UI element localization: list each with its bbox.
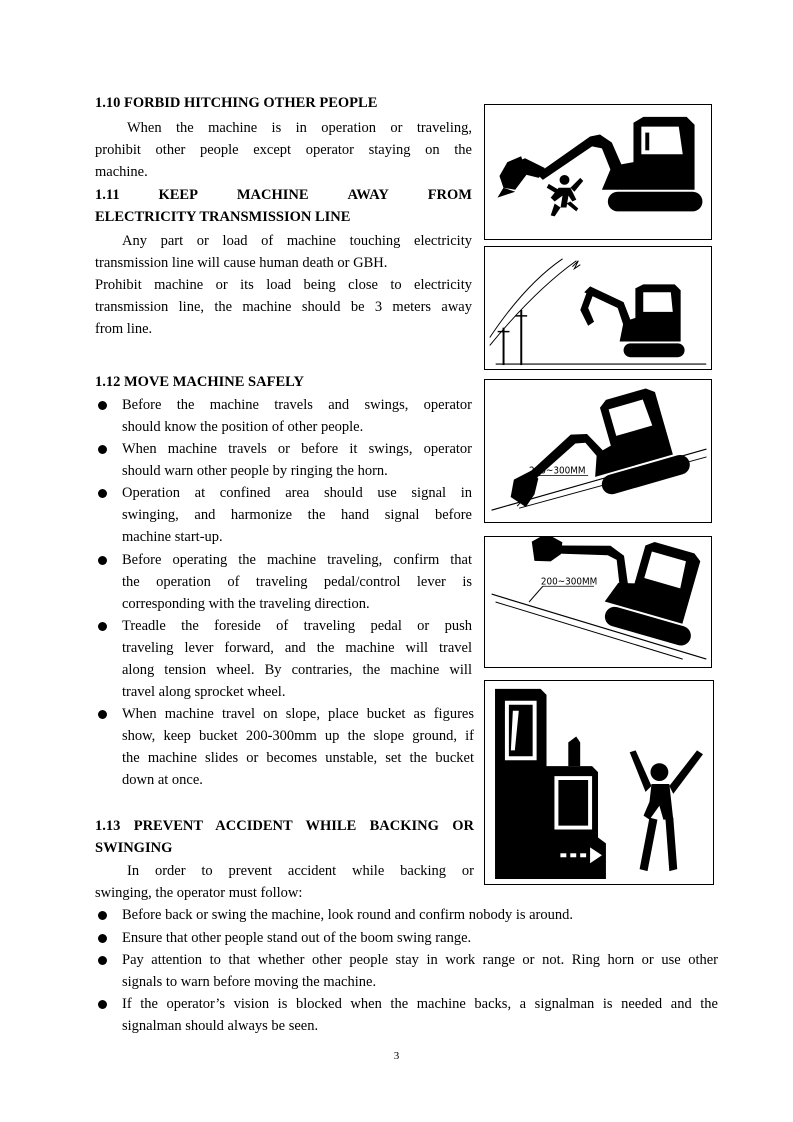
excavator-backing-illustration	[485, 681, 713, 884]
heading-word: AWAY	[347, 187, 389, 203]
section-1-13-intro-line: swinging, the operator must follow:	[95, 885, 303, 901]
bullet-dot	[98, 1000, 107, 1009]
bullet-line: Operation at confined area should use signal in	[122, 485, 472, 501]
heading-word: FROM	[427, 187, 472, 203]
bullet-line: signals to warn before moving the machine.	[122, 974, 377, 990]
section-1-12-bullet	[122, 703, 474, 791]
bullet-line: Pay attention to that whether other people stay in work range or not. Ring horn or use other	[122, 952, 718, 968]
section-1-13-heading: 1.13 PREVENT ACCIDENT WHILE BACKING OR	[95, 818, 474, 834]
section-1-11-heading	[95, 184, 472, 206]
section-1-11-para-line: transmission line, the machine should be 3 meters away	[95, 299, 472, 315]
bullet-line: If the operator’s vision is blocked when the machine backs, a signalman is needed and the	[122, 996, 718, 1012]
section-1-12-bullet	[122, 615, 472, 703]
bullet-line: Treadle the foreside of traveling pedal or push	[122, 618, 472, 634]
section-1-13-bullet	[122, 949, 718, 993]
bullet-line: show, keep bucket 200-300mm up the slope ground, if	[122, 728, 474, 744]
bullet-line: travel along sprocket wheel.	[122, 684, 286, 700]
heading-word: KEEP	[158, 187, 198, 203]
bullet-line: corresponding with the traveling direction.	[122, 596, 370, 612]
bullet-line: swinging, and harmonize the hand signal before	[122, 507, 472, 523]
excavator-slope-up-illustration	[485, 380, 711, 522]
excavator-slope-down-illustration	[485, 537, 711, 667]
figure-no-riders	[484, 104, 712, 240]
bullet-dot	[98, 956, 107, 965]
bullet-line: should warn other people by ringing the horn.	[122, 463, 388, 479]
bullet-line: along tension wheel. By contraries, the machine will	[122, 662, 472, 678]
bullet-dot	[98, 445, 107, 454]
bullet-dot	[98, 934, 107, 943]
section-1-13-bullet	[122, 993, 718, 1037]
section-1-11-heading-line2: ELECTRICITY TRANSMISSION LINE	[95, 209, 351, 225]
bullet-line: the operation of traveling pedal/control lever is	[122, 574, 472, 590]
bullet-line: Before operating the machine traveling, confirm that	[122, 552, 472, 568]
heading-word: 1.11	[95, 187, 120, 203]
section-1-13-bullet	[122, 927, 718, 949]
bullet-dot	[98, 622, 107, 631]
section-1-12-bullet	[122, 549, 472, 615]
figure-backing-warning	[484, 680, 714, 885]
bullet-line: When machine travel on slope, place bucket as figures	[122, 706, 474, 722]
section-1-13-heading-line2: SWINGING	[95, 840, 173, 856]
section-1-12-bullet	[122, 394, 472, 438]
figure-slope-up	[484, 379, 712, 523]
dimension-label: 200~300MM	[528, 465, 586, 477]
bullet-line: signalman should always be seen.	[122, 1018, 319, 1034]
bullet-line: When machine travels or before it swings, operator	[122, 441, 472, 457]
section-1-10-para-line: When the machine is in operation or traveling,	[127, 120, 472, 136]
section-1-12-heading: 1.12 MOVE MACHINE SAFELY	[95, 374, 304, 390]
section-1-10-para-line: prohibit other people except operator staying on the	[95, 142, 472, 158]
section-1-11-para-line: from line.	[95, 321, 153, 337]
section-1-11-para-line: Any part or load of machine touching electricity	[122, 233, 472, 249]
bullet-line: Before the machine travels and swings, operator	[122, 397, 472, 413]
section-1-11-para-line: transmission line will cause human death or GBH.	[95, 255, 388, 271]
bullet-dot	[98, 401, 107, 410]
bullet-line: down at once.	[122, 772, 203, 788]
bullet-line: should know the position of other people.	[122, 419, 364, 435]
section-1-12-bullet	[122, 438, 472, 482]
bullet-line: Ensure that other people stand out of the boom swing range.	[122, 930, 472, 946]
bullet-dot	[98, 556, 107, 565]
figure-slope-down	[484, 536, 712, 668]
excavator-no-riders-illustration	[485, 105, 711, 239]
bullet-dot	[98, 489, 107, 498]
section-1-13-bullet	[122, 904, 718, 926]
section-1-12-bullet	[122, 482, 472, 548]
excavator-power-line-illustration	[485, 247, 711, 369]
section-1-13-intro-line: In order to prevent accident while backing or	[127, 863, 474, 879]
bullet-dot	[98, 911, 107, 920]
figure-power-line	[484, 246, 712, 370]
bullet-dot	[98, 710, 107, 719]
section-1-10-para-line: machine.	[95, 164, 148, 180]
section-1-10-heading: 1.10 FORBID HITCHING OTHER PEOPLE	[95, 95, 378, 111]
bullet-line: Before back or swing the machine, look round and confirm nobody is around.	[122, 907, 574, 923]
bullet-line: the machine slides or becomes unstable, set the bucket	[122, 750, 474, 766]
bullet-line: traveling lever forward, and the machine will travel	[122, 640, 472, 656]
section-1-11-para-line: Prohibit machine or its load being close to electricity	[95, 277, 472, 293]
page-number: 3	[393, 1050, 400, 1062]
heading-word: MACHINE	[236, 187, 309, 203]
bullet-line: machine start-up.	[122, 529, 223, 545]
dimension-label: 200~300MM	[540, 576, 598, 588]
